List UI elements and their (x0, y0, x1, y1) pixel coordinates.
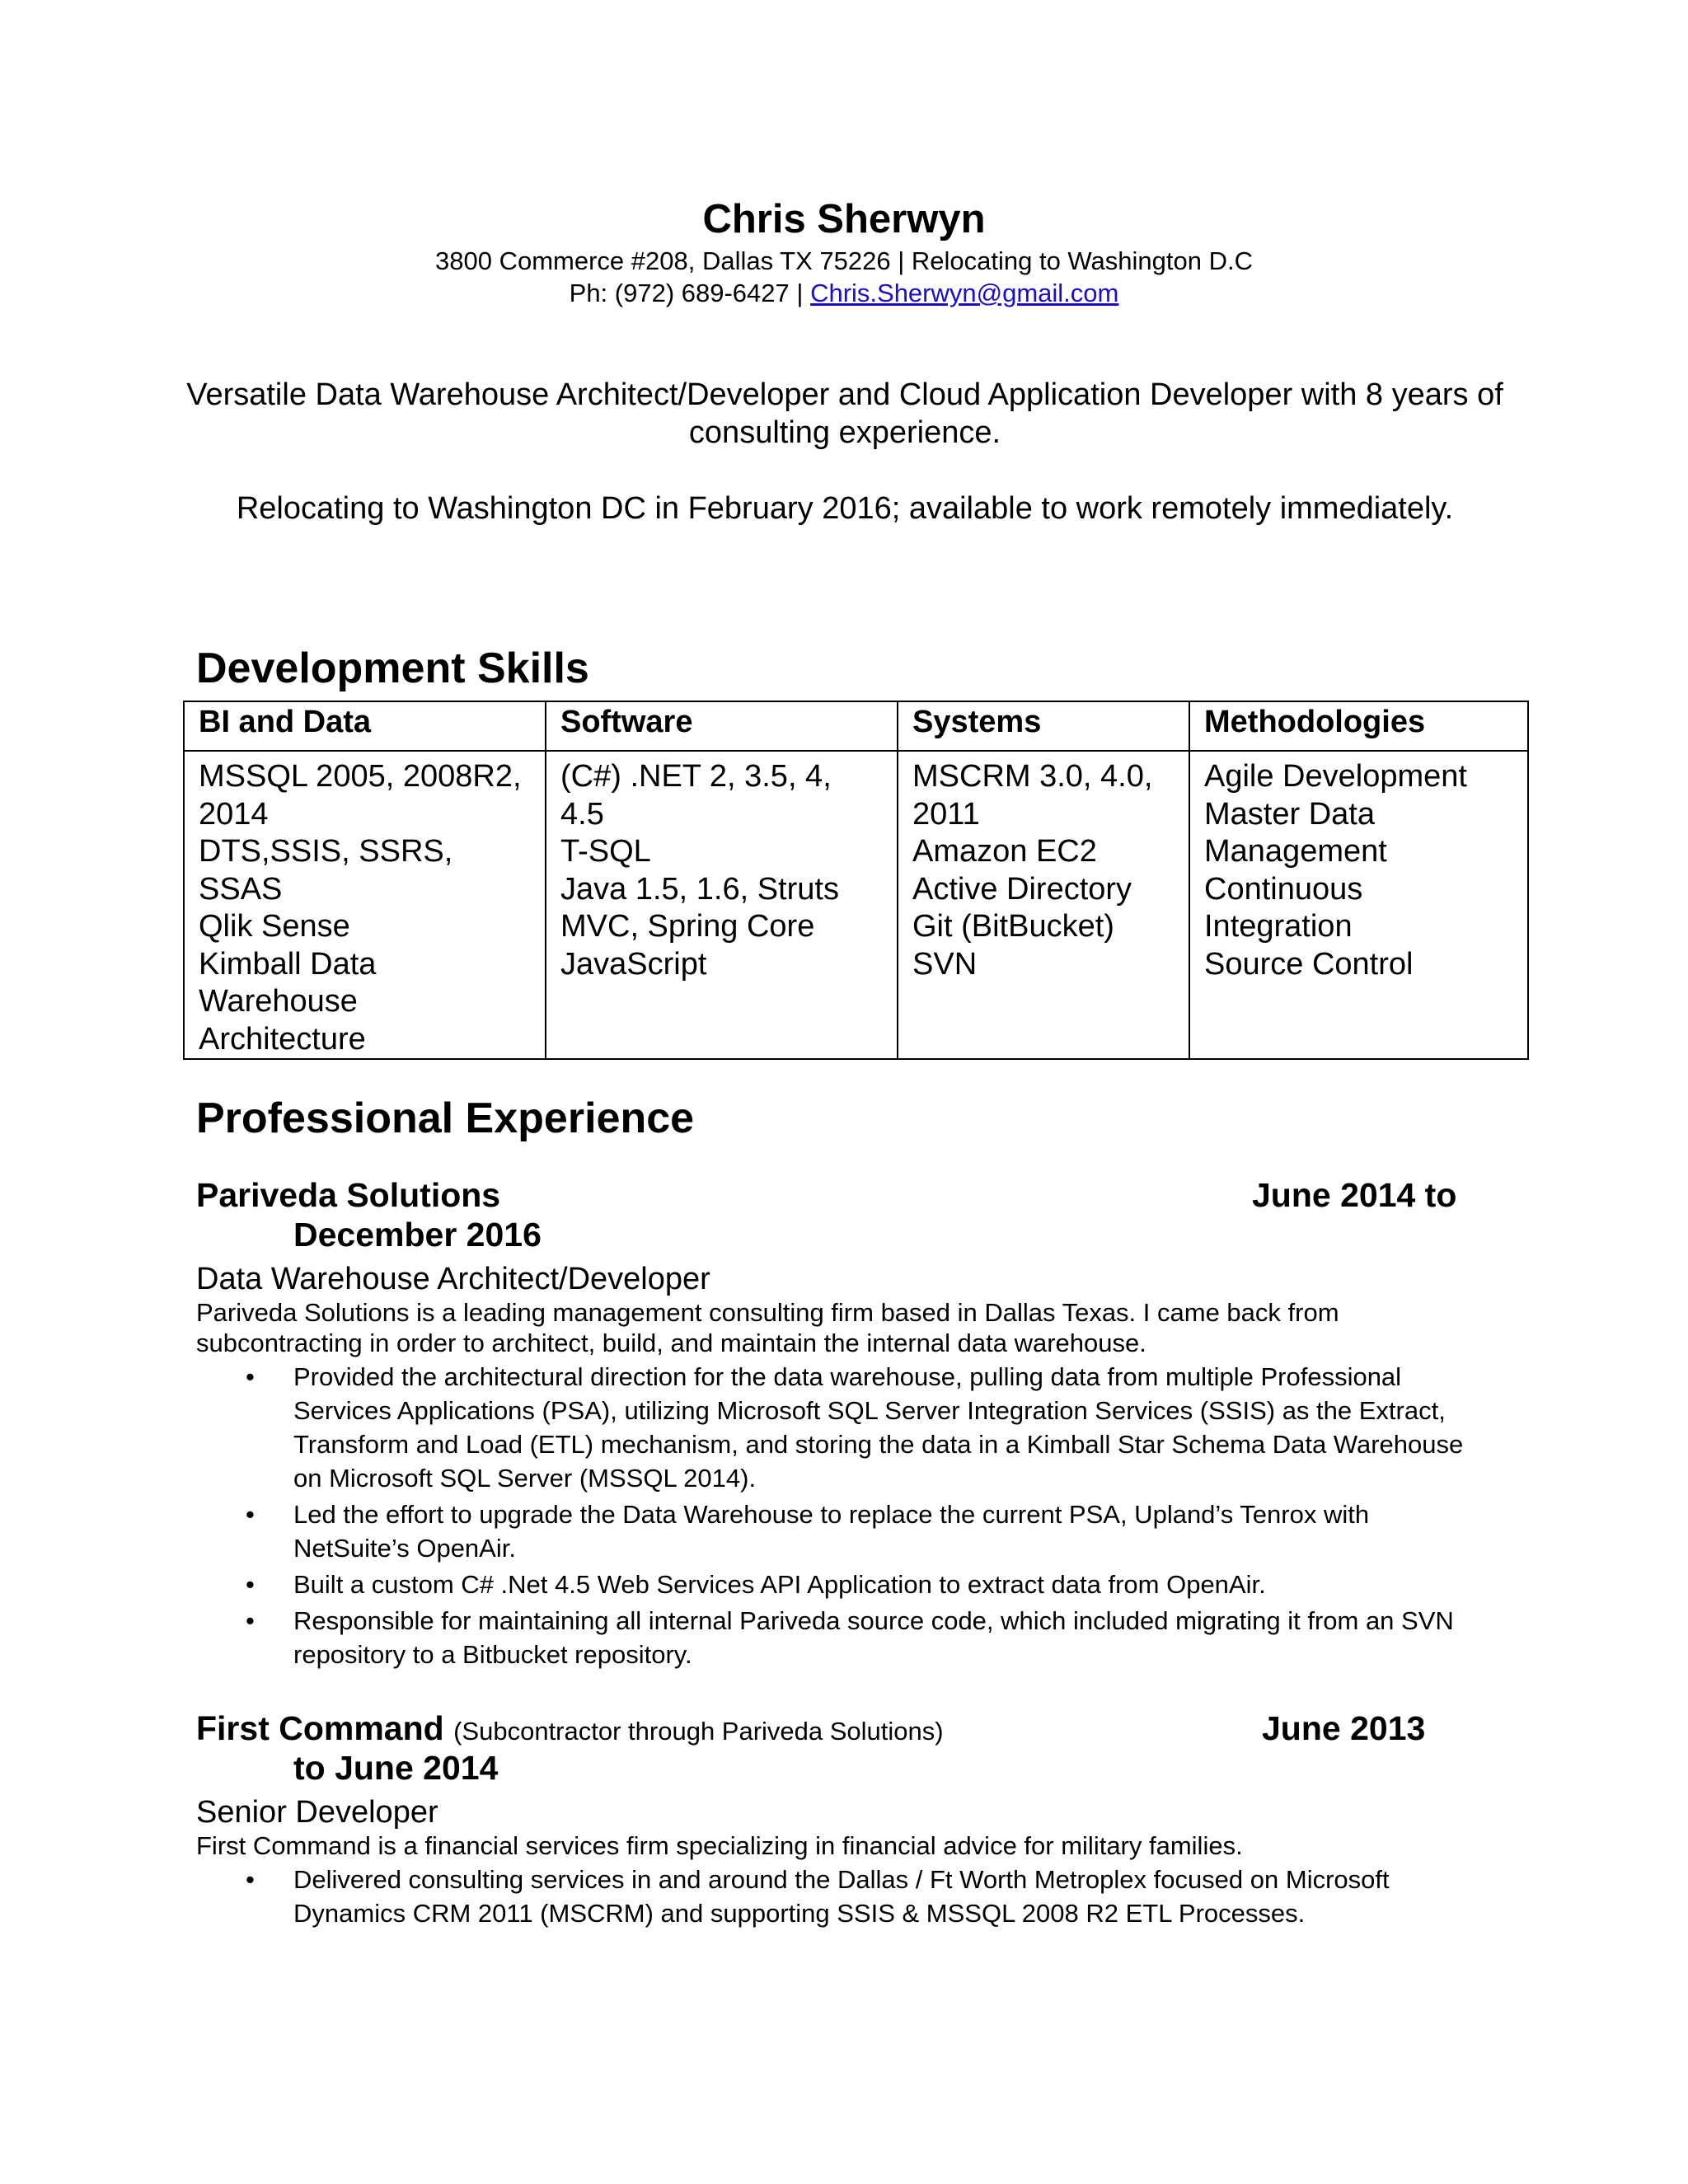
skills-table (183, 701, 1529, 1060)
bullet-icon: • (246, 1606, 255, 1635)
job-entry-pariveda (196, 1175, 1482, 1674)
list-item-text: Delivered consulting services in and around the Dallas / Ft Worth Metroplex focused on Microsoft Dynamics CRM 2011 (MSCRM) and supporting SSIS & MSSQL 2008 R2 ETL Processes. (293, 1865, 1390, 1928)
skill-item: Qlik Sense (199, 909, 350, 944)
job-entry-first-command (196, 1708, 1482, 1933)
list-item (196, 1497, 1482, 1565)
list-item-text: Led the effort to upgrade the Data Warehouse to replace the current PSA, Upland’s Tenrox with NetSuite’s OpenAir. (293, 1500, 1370, 1563)
candidate-name: Chris Sherwyn (702, 197, 986, 241)
experience-heading: Professional Experience (196, 1094, 695, 1142)
relocation-statement: Relocating to Washington DC in February 2016; available to work remotely immediately. (236, 491, 1454, 526)
skill-item: Master Data Management (1204, 796, 1387, 869)
list-item (196, 1568, 1482, 1601)
bullet-icon: • (246, 1570, 255, 1599)
skill-item: T-SQL (560, 834, 651, 869)
skill-item: Kimball Data Warehouse Architecture (199, 946, 377, 1057)
company-name: Pariveda Solutions (196, 1176, 501, 1214)
summary-statement: Versatile Data Warehouse Architect/Developer and Cloud Application Developer with 8 years of consulting experience. (186, 377, 1503, 450)
column-header: Systems (898, 701, 1189, 751)
skill-item: Java 1.5, 1.6, Struts MVC, Spring Core (560, 871, 839, 944)
list-item (196, 1360, 1482, 1495)
job-title: Senior Developer (196, 1795, 438, 1830)
responsibility-list (196, 1360, 1482, 1671)
list-item-text: Provided the architectural direction for the data warehouse, pulling data from multiple Professional Services Applications (PSA), utilizing Microsoft SQL Server Integration Services (SSIS) as the Extract, Transform and Load (ETL) mechanism, and storing the data in a Kimball Star Schema Data Warehouse on Microsoft SQL Server (MSSQL 2014). (293, 1362, 1464, 1493)
company-description: Pariveda Solutions is a leading management consulting firm based in Dallas Texas. I came back from subcontracting in order to architect, build, and maintain the internal data warehouse. (196, 1298, 1339, 1357)
job-dates: June 2014 to (1252, 1176, 1457, 1214)
job-header (196, 1708, 1482, 1748)
job-dates-continued: December 2016 (293, 1216, 542, 1254)
bullet-icon: • (246, 1500, 255, 1529)
column-header: Software (546, 701, 898, 751)
list-item-text: Responsible for maintaining all internal Pariveda source code, which included migrating it from an SVN repository to a Bitbucket repository. (293, 1606, 1454, 1669)
column-header: BI and Data (184, 701, 546, 751)
company-name: First Command (196, 1709, 444, 1747)
skill-item: MSSQL 2005, 2008R2, 2014 (199, 759, 522, 832)
systems-cell (898, 751, 1189, 1059)
skill-item: JavaScript (560, 946, 707, 982)
skill-item: (C#) .NET 2, 3.5, 4, 4.5 (560, 759, 832, 832)
responsibility-list (196, 1863, 1482, 1930)
software-cell (546, 751, 898, 1059)
bullet-icon: • (246, 1362, 255, 1391)
list-item (196, 1604, 1482, 1671)
skill-item: Source Control (1204, 946, 1414, 982)
skill-item: DTS,SSIS, SSRS, SSAS (199, 834, 453, 907)
skills-header-row (184, 701, 1528, 751)
skill-item: SVN (912, 946, 978, 982)
skill-item: Agile Development (1204, 759, 1467, 794)
job-dates-continued: to June 2014 (293, 1749, 499, 1787)
skill-item: Amazon EC2 (912, 834, 1097, 869)
skill-item: Continuous Integration (1204, 871, 1363, 944)
company-note: (Subcontractor through Pariveda Solutions) (453, 1717, 944, 1746)
skills-heading: Development Skills (196, 644, 589, 692)
list-item (196, 1863, 1482, 1930)
column-header: Methodologies (1189, 701, 1528, 751)
methodologies-cell (1189, 751, 1528, 1059)
job-dates: June 2013 (1262, 1709, 1426, 1747)
bi-data-cell (184, 751, 546, 1059)
list-item-text: Built a custom C# .Net 4.5 Web Services API Application to extract data from OpenAir. (293, 1570, 1266, 1599)
job-title: Data Warehouse Architect/Developer (196, 1262, 710, 1296)
company-description: First Command is a financial services firm specializing in financial advice for military families. (196, 1831, 1243, 1860)
skill-item: Git (BitBucket) (912, 909, 1114, 944)
address-line: 3800 Commerce #208, Dallas TX 75226 | Relocating to Washington D.C (435, 246, 1253, 275)
job-header (196, 1175, 1482, 1215)
bullet-icon: • (246, 1865, 255, 1894)
phone-text: Ph: (972) 689-6427 | (569, 279, 811, 307)
email-link[interactable]: Chris.Sherwyn@gmail.com (810, 279, 1119, 307)
contact-line (0, 278, 1688, 309)
skill-item: MSCRM 3.0, 4.0, 2011 (912, 759, 1153, 832)
skills-content-row (184, 751, 1528, 1059)
skill-item: Active Directory (912, 871, 1132, 907)
